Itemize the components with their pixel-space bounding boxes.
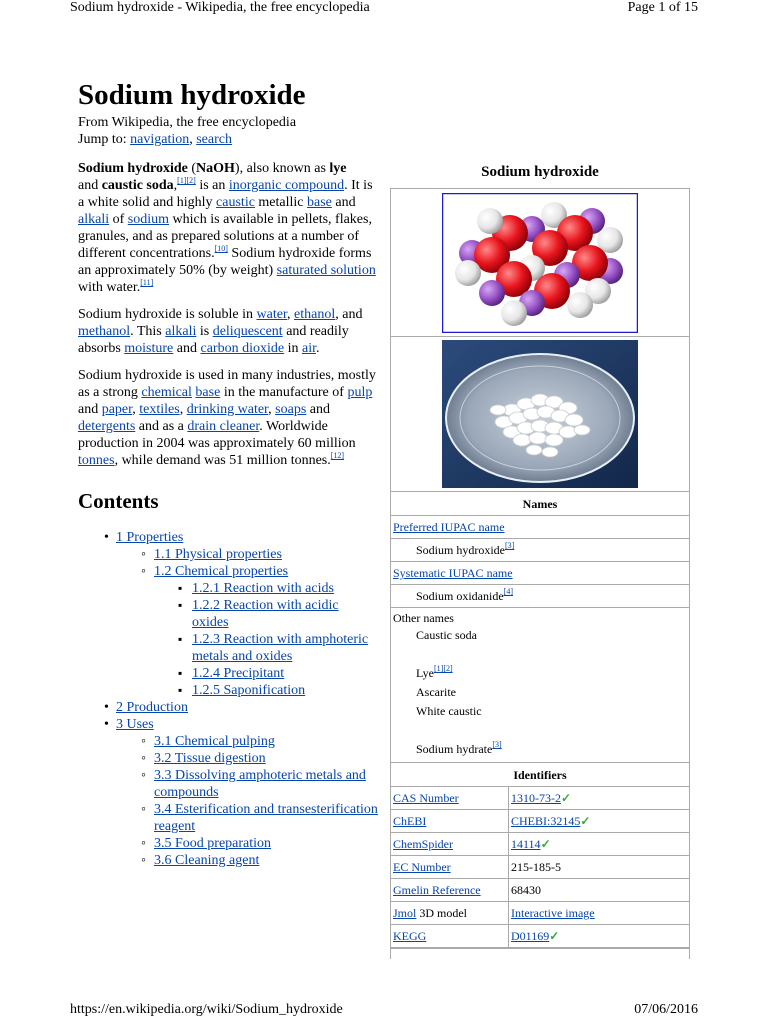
citation-link[interactable]: [10] — [214, 244, 228, 253]
jmol-value-link[interactable]: Interactive image — [511, 906, 595, 920]
bold-term: Sodium hydroxide — [78, 161, 188, 176]
link-water[interactable]: water — [256, 307, 288, 322]
toc-link[interactable]: 1.2.3 Reaction with amphoteric metals and oxides — [192, 632, 369, 664]
toc-link[interactable]: 1.1 Physical properties — [154, 547, 282, 562]
text: , and — [335, 307, 363, 322]
toc-item — [154, 546, 378, 563]
text: Lye — [416, 666, 434, 680]
page-number: Page 1 of 15 — [627, 0, 698, 15]
link-inorganic-compound[interactable]: inorganic compound — [228, 178, 345, 193]
toc-link[interactable]: 1.2.1 Reaction with acids — [192, 581, 334, 596]
citation-link[interactable]: [1][2] — [177, 176, 196, 185]
text: , while demand was 51 million tonnes. — [114, 453, 331, 468]
link-drinking-water[interactable]: drinking water — [186, 402, 269, 417]
link-alkali[interactable]: alkali — [165, 324, 197, 339]
toc-link[interactable]: 3.6 Cleaning agent — [154, 853, 260, 868]
text: ), also known as — [234, 161, 330, 176]
text: and — [306, 402, 331, 417]
toc-link[interactable]: 1.2.2 Reaction with acidic oxides — [192, 598, 339, 630]
link-caustic[interactable]: caustic — [216, 195, 255, 210]
text: , — [287, 307, 295, 322]
cas-value-link[interactable]: 1310-73-2 — [511, 791, 561, 805]
infobox-continuation — [390, 949, 690, 959]
text: and — [331, 195, 356, 210]
text: , — [132, 402, 140, 417]
text: . Worldwide production in 2004 was approximately 60 million — [78, 419, 356, 451]
toc-link[interactable]: 1.2.5 Saponification — [192, 683, 306, 698]
ec-number-link[interactable]: EC Number — [393, 860, 451, 874]
jump-to-line — [78, 131, 378, 148]
check-icon: ✓ — [540, 837, 551, 851]
identifier-row-gmelin — [391, 879, 689, 902]
link-moisture[interactable]: moisture — [124, 341, 174, 356]
identifier-row-kegg — [391, 925, 689, 948]
other-name: Ascarite — [416, 685, 456, 699]
infobox-image-cell — [391, 337, 689, 492]
text: Sodium hydroxide is soluble in — [78, 307, 257, 322]
link-alkali[interactable]: alkali — [78, 212, 110, 227]
solubility-paragraph — [78, 306, 378, 357]
print-header — [70, 0, 698, 22]
bold-formula: NaOH — [196, 161, 235, 176]
text: ( — [187, 161, 197, 176]
chemspider-value-link[interactable]: 14114 — [511, 837, 541, 851]
print-footer — [70, 1002, 698, 1024]
link-deliquescent[interactable]: deliquescent — [212, 324, 283, 339]
other-names-list — [393, 626, 687, 759]
check-icon: ✓ — [580, 814, 591, 828]
other-name: White caustic — [416, 704, 482, 718]
preferred-iupac-value — [391, 539, 689, 562]
text: . — [315, 341, 320, 356]
space-filling-model-image[interactable] — [442, 193, 638, 333]
text: Sodium hydroxide is used in many industries, mostly as a strong — [78, 368, 376, 400]
toc-link[interactable]: 1.2.4 Precipitant — [192, 666, 285, 681]
check-icon: ✓ — [549, 929, 560, 943]
chebi-value-link[interactable]: CHEBI:32145 — [511, 814, 581, 828]
link-methanol[interactable]: methanol — [78, 324, 131, 339]
kegg-link[interactable]: KEGG — [393, 929, 427, 943]
jmol-suffix: 3D model — [416, 906, 468, 920]
infobox-table — [390, 188, 690, 949]
text: and — [78, 178, 102, 193]
preferred-iupac-link[interactable]: Preferred IUPAC name — [393, 520, 505, 534]
jump-navigation-link[interactable]: navigation — [130, 132, 190, 147]
uses-paragraph — [78, 367, 378, 469]
gmelin-link[interactable]: Gmelin Reference — [393, 883, 481, 897]
citation-link[interactable]: [12] — [330, 451, 345, 460]
chemspider-link[interactable]: ChemSpider — [393, 837, 453, 851]
citation-link[interactable]: [1][2] — [434, 664, 453, 673]
text: metallic — [254, 195, 308, 210]
print-header-title: Sodium hydroxide - Wikipedia, the free encyclopedia — [70, 0, 370, 15]
identifier-row-jmol — [391, 902, 689, 925]
jump-to-label: Jump to: — [78, 132, 131, 147]
toc-link[interactable]: 3.1 Chemical pulping — [154, 734, 275, 749]
text: . This — [130, 324, 166, 339]
text: Sodium hydroxide — [416, 543, 505, 557]
text: Sodium hydroxide forms an approximately 50% (by weight) — [78, 246, 372, 278]
toc-item — [192, 665, 378, 682]
text: , — [173, 178, 178, 193]
toc-item — [116, 529, 378, 699]
systematic-iupac-label — [391, 562, 689, 585]
link-soaps[interactable]: soaps — [275, 402, 307, 417]
infobox-image-cell — [391, 189, 689, 337]
text: . It is a white solid and highly — [78, 178, 373, 210]
print-footer-url: https://en.wikipedia.org/wiki/Sodium_hydroxide — [70, 1002, 343, 1017]
kegg-value-link[interactable]: D01169 — [511, 929, 550, 943]
toc-item — [192, 682, 378, 699]
identifier-row-chemspider — [391, 833, 689, 856]
table-of-contents — [78, 529, 378, 869]
text: , — [268, 402, 276, 417]
pellets-photo-image[interactable] — [442, 340, 638, 488]
jmol-link[interactable]: Jmol — [393, 906, 417, 920]
link-sodium[interactable]: sodium — [127, 212, 170, 227]
systematic-iupac-value — [391, 585, 689, 608]
contents-heading: Contents — [78, 489, 159, 513]
toc-link[interactable]: 1.2 Chemical properties — [154, 564, 289, 579]
ec-value: 215-185-5 — [511, 860, 561, 874]
text: and — [78, 402, 102, 417]
toc-item — [154, 750, 378, 767]
toc-link[interactable]: 3.5 Food preparation — [154, 836, 272, 851]
link-ethanol[interactable]: ethanol — [294, 307, 336, 322]
toc-item — [154, 767, 378, 801]
link-paper[interactable]: paper — [101, 402, 133, 417]
other-name: Caustic soda — [416, 628, 477, 642]
infobox — [390, 152, 690, 959]
text: Sodium oxidanide — [416, 589, 504, 603]
toc-item — [154, 563, 378, 699]
toc-link[interactable]: 3 Uses — [116, 717, 154, 732]
check-icon: ✓ — [561, 791, 572, 805]
toc-link[interactable]: 3.3 Dissolving amphoteric metals and compounds — [154, 768, 366, 800]
link-tonnes[interactable]: tonnes — [78, 453, 115, 468]
other-name — [416, 740, 687, 759]
text: and readily absorbs — [78, 324, 349, 356]
toc-item — [116, 699, 378, 716]
infobox-title: Sodium hydroxide — [481, 164, 599, 180]
text: , — [179, 402, 187, 417]
citation-link[interactable]: [3] — [505, 541, 515, 550]
toc-item — [192, 631, 378, 665]
bold-term: lye — [329, 161, 347, 176]
identifier-row-ec — [391, 856, 689, 879]
print-footer-date: 07/06/2016 — [634, 1002, 698, 1017]
systematic-iupac-link[interactable]: Systematic IUPAC name — [393, 566, 513, 580]
site-subtitle: From Wikipedia, the free encyclopedia — [78, 115, 297, 130]
text: in the manufacture of — [220, 385, 348, 400]
toc-item — [192, 580, 378, 597]
toc-link[interactable]: 1 Properties — [116, 530, 184, 545]
toc-item — [154, 733, 378, 750]
jump-comma: , — [189, 132, 197, 147]
text: in — [284, 341, 302, 356]
other-name — [416, 664, 687, 683]
text: with water. — [78, 280, 141, 295]
toc-link[interactable]: 3.4 Esterification and transesterification reagent — [154, 802, 378, 834]
link-textiles[interactable]: textiles — [139, 402, 180, 417]
identifiers-section-header: Identifiers — [391, 763, 689, 787]
jump-search-link[interactable]: search — [196, 132, 232, 147]
toc-item — [154, 801, 378, 835]
link-base[interactable]: base — [307, 195, 332, 210]
names-section-header: Names — [391, 492, 689, 516]
toc-link[interactable]: 2 Production — [116, 700, 188, 715]
link-air[interactable]: air — [301, 341, 316, 356]
other-names-label: Other names — [393, 611, 454, 625]
identifier-row-chebi — [391, 810, 689, 833]
cas-number-link[interactable]: CAS Number — [393, 791, 459, 805]
text: is — [196, 324, 213, 339]
link-chemical[interactable]: chemical — [141, 385, 192, 400]
text: of — [109, 212, 128, 227]
toc-item — [154, 835, 378, 852]
intro-paragraph — [78, 160, 378, 296]
article-body — [78, 78, 378, 869]
link-carbon-dioxide[interactable]: carbon dioxide — [200, 341, 285, 356]
toc-item — [116, 716, 378, 869]
toc-item — [154, 852, 378, 869]
gmelin-value: 68430 — [511, 883, 541, 897]
text: Sodium hydrate — [416, 742, 493, 756]
link-base[interactable]: base — [195, 385, 221, 400]
link-pulp[interactable]: pulp — [347, 385, 373, 400]
text: and as a — [135, 419, 188, 434]
toc-item — [192, 597, 378, 631]
chebi-link[interactable]: ChEBI — [393, 814, 427, 828]
bold-term: caustic soda — [101, 178, 174, 193]
link-detergents[interactable]: detergents — [78, 419, 136, 434]
citation-link[interactable]: [3] — [492, 740, 502, 749]
link-saturated-solution[interactable]: saturated solution — [276, 263, 376, 278]
citation-link[interactable]: [11] — [140, 278, 154, 287]
link-drain-cleaner[interactable]: drain cleaner — [187, 419, 260, 434]
citation-link[interactable]: [4] — [503, 587, 513, 596]
identifier-row-cas — [391, 787, 689, 810]
other-names — [391, 608, 689, 763]
text: and — [173, 341, 201, 356]
toc-link[interactable]: 3.2 Tissue digestion — [154, 751, 266, 766]
page-title: Sodium hydroxide — [78, 79, 306, 111]
preferred-iupac-label — [391, 516, 689, 539]
text: is an — [195, 178, 229, 193]
text: which is available in pellets, flakes, granules, and as prepared solutions at a number of different concentrations. — [78, 212, 372, 261]
